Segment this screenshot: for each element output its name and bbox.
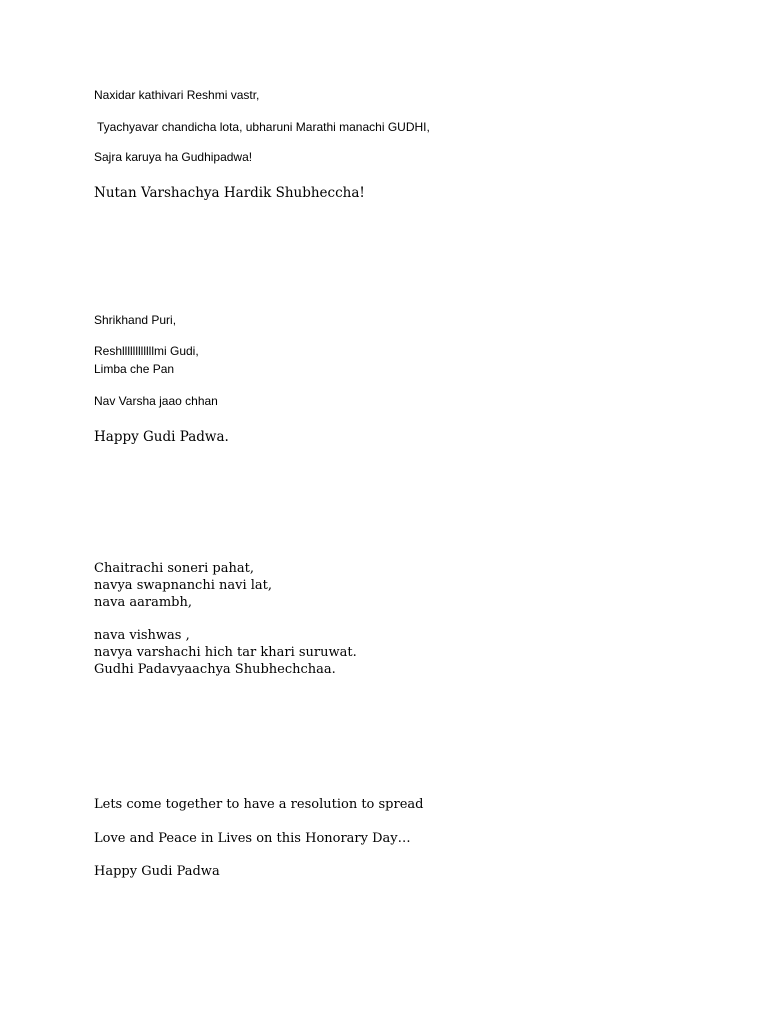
stanza3-line3: nava aarambh, <box>94 595 192 610</box>
stanza4-line2: Love and Peace in Lives on this Honorary Day… <box>94 831 411 846</box>
stanza4-line3: Happy Gudi Padwa <box>94 864 220 879</box>
stanza1-line2: Tyachyavar chandicha lota, ubharuni Marathi manachi GUDHI, <box>97 120 430 134</box>
stanza3-line6: Gudhi Padavyaachya Shubhechchaa. <box>94 662 336 677</box>
stanza4-line1: Lets come together to have a resolution to spread <box>94 797 424 812</box>
stanza3-line1: Chaitrachi soneri pahat, <box>94 561 254 576</box>
stanza2-line4: Nav Varsha jaao chhan <box>94 394 218 408</box>
stanza3-line2: navya swapnanchi navi lat, <box>94 578 273 593</box>
stanza3-line5: navya varshachi hich tar khari suruwat. <box>94 645 357 660</box>
stanza2-line2: Reshllllllllllllmi Gudi, <box>94 344 199 358</box>
stanza3-line4: nava vishwas , <box>94 628 190 643</box>
stanza2-line3: Limba che Pan <box>94 362 175 376</box>
stanza1-line1: Naxidar kathivari Reshmi vastr, <box>94 88 260 102</box>
stanza1-line4: Nutan Varshachya Hardik Shubheccha! <box>94 185 365 201</box>
stanza2-line1: Shrikhand Puri, <box>94 313 177 327</box>
stanza1-line3: Sajra karuya ha Gudhipadwa! <box>94 150 253 164</box>
stanza2-line5: Happy Gudi Padwa. <box>94 429 229 445</box>
